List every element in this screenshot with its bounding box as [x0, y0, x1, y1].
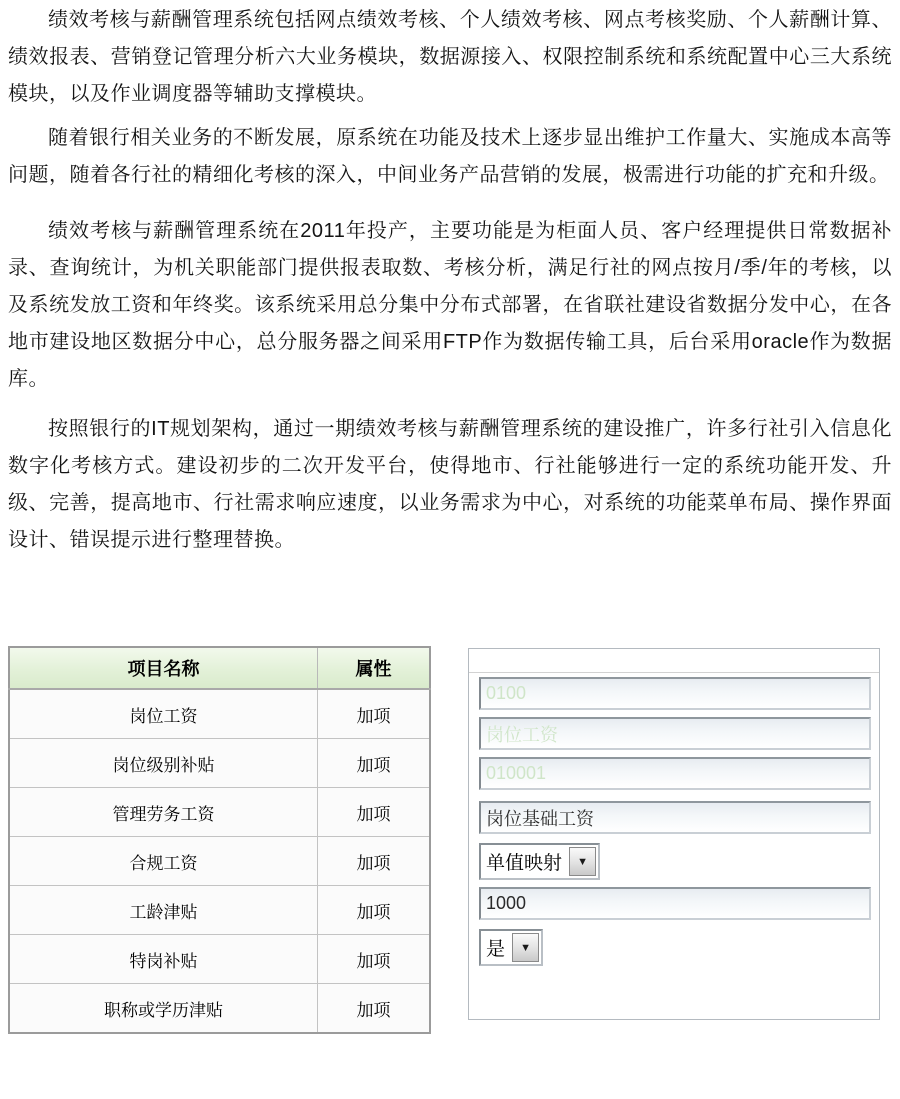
item-name-cell: 特岗补贴 — [9, 935, 318, 984]
column-header-item-name: 项目名称 — [9, 647, 318, 689]
item-name-cell: 职称或学历津贴 — [9, 984, 318, 1034]
item-attr-cell: 加项 — [318, 739, 431, 788]
paragraph-background: 随着银行相关业务的不断发展，原系统在功能及技术上逐步显出维护工作量大、实施成本高等问题，随着各行社的精细化考核的深入，中间业务产品营销的发展，极需进行功能的扩充和升级。 — [8, 127, 892, 186]
item-code-field[interactable] — [479, 677, 871, 710]
table-row — [9, 739, 430, 788]
paragraph-planning: 按照银行的IT规划架构，通过一期绩效考核与薪酬管理系统的建设推广，许多行社引入信息化数字化考核方式。建设初步的二次开发平台，使得地市、行社能够进行一定的系统功能开发、升级、完善，提高地市、行社需求响应速度，以业务需求为中心，对系统的功能菜单布局、操作界面设计、错误提示进行整理替换。 — [8, 418, 892, 551]
item-attr-cell: 加项 — [318, 886, 431, 935]
panel-header-strip — [469, 649, 879, 673]
item-display-name-field[interactable] — [479, 801, 871, 834]
table-row — [9, 935, 430, 984]
table-row — [9, 984, 430, 1034]
item-name-cell: 合规工资 — [9, 837, 318, 886]
table-row — [9, 689, 430, 739]
item-name-cell: 工龄津贴 — [9, 886, 318, 935]
table-row — [9, 886, 430, 935]
table-row — [9, 788, 430, 837]
salary-items-table — [8, 646, 431, 1034]
item-name-cell: 岗位工资 — [9, 689, 318, 739]
chevron-down-icon[interactable]: ▼ — [512, 933, 539, 962]
item-attr-cell: 加项 — [318, 837, 431, 886]
item-attr-cell: 加项 — [318, 689, 431, 739]
chevron-down-icon[interactable]: ▼ — [569, 847, 596, 876]
item-attr-cell: 加项 — [318, 788, 431, 837]
item-attr-cell: 加项 — [318, 935, 431, 984]
table-row — [9, 837, 430, 886]
column-header-attribute: 属性 — [318, 647, 431, 689]
item-subcode-field[interactable] — [479, 757, 871, 790]
enabled-flag-select[interactable] — [479, 929, 543, 966]
item-detail-panel — [468, 648, 880, 1020]
item-name-cell: 管理劳务工资 — [9, 788, 318, 837]
item-attr-cell: 加项 — [318, 984, 431, 1034]
item-name-field[interactable] — [479, 717, 871, 750]
mapping-type-value: 单值映射 — [481, 848, 567, 875]
amount-field[interactable] — [479, 887, 871, 920]
document-body — [8, 2, 892, 559]
item-name-cell: 岗位级别补贴 — [9, 739, 318, 788]
paragraph-production: 绩效考核与薪酬管理系统在2011年投产，主要功能是为柜面人员、客户经理提供日常数据补录、查询统计，为机关职能部门提供报表取数、考核分析，满足行社的网点按月/季/年的考核，以及系统发放工资和年终奖。该系统采用总分集中分布式部署，在省联社建设省数据分发中心，在各地市建设地区数据分中心，总分服务器之间采用FTP作为数据传输工具，后台采用oracle作为数据库。 — [8, 220, 892, 390]
mapping-type-select[interactable] — [479, 843, 600, 880]
paragraph-modules: 绩效考核与薪酬管理系统包括网点绩效考核、个人绩效考核、网点考核奖励、个人薪酬计算、绩效报表、营销登记管理分析六大业务模块，数据源接入、权限控制系统和系统配置中心三大系统模块，以及作业调度器等辅助支撑模块。 — [8, 9, 892, 105]
table-header-row — [9, 647, 430, 689]
enabled-flag-value: 是 — [481, 934, 510, 961]
